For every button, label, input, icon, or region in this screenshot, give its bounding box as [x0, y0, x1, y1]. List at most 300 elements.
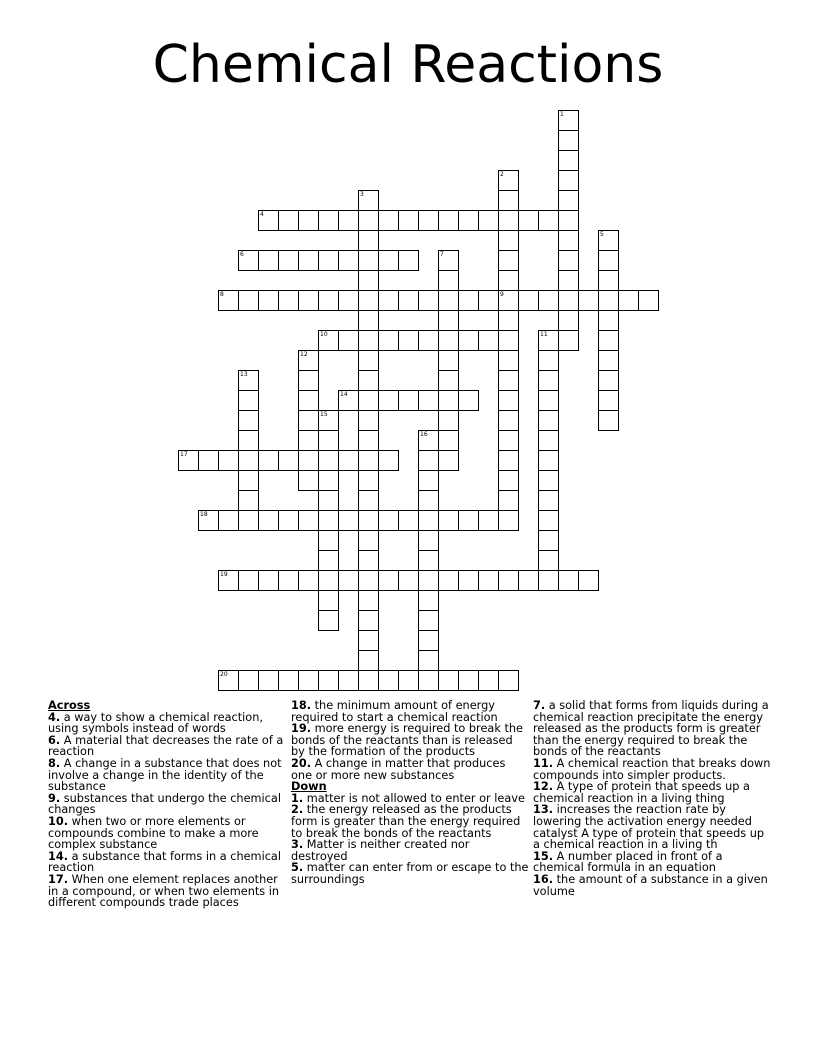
- grid-cell[interactable]: [618, 290, 639, 311]
- grid-cell[interactable]: [438, 410, 459, 431]
- clue-item: [48, 851, 286, 874]
- grid-cell[interactable]: [318, 410, 339, 431]
- clue-number-label: 17.: [48, 872, 69, 886]
- grid-cell[interactable]: [558, 210, 579, 231]
- grid-cell[interactable]: [278, 450, 299, 471]
- grid-cell[interactable]: [558, 150, 579, 171]
- grid-cell[interactable]: [378, 330, 399, 351]
- clue-item: [533, 781, 771, 804]
- grid-cell[interactable]: [318, 570, 339, 591]
- grid-cell[interactable]: [318, 450, 339, 471]
- grid-cell[interactable]: [498, 390, 519, 411]
- grid-cell[interactable]: [358, 390, 379, 411]
- clue-item: [533, 804, 771, 850]
- clue-number-label: 13.: [533, 803, 554, 817]
- clue-text: A chemical reaction that breaks down compounds into simpler products.: [533, 756, 771, 782]
- grid-cell[interactable]: [398, 510, 419, 531]
- grid-cell[interactable]: [318, 530, 339, 551]
- grid-cell[interactable]: [378, 290, 399, 311]
- grid-cell[interactable]: [238, 430, 259, 451]
- grid-cell[interactable]: [438, 450, 459, 471]
- grid-cell[interactable]: [458, 570, 479, 591]
- grid-cell[interactable]: [378, 390, 399, 411]
- grid-cell[interactable]: [558, 570, 579, 591]
- grid-cell[interactable]: [438, 250, 459, 271]
- grid-cell[interactable]: [278, 570, 299, 591]
- grid-cell[interactable]: [478, 670, 499, 691]
- grid-cell[interactable]: [558, 190, 579, 211]
- grid-cell[interactable]: [418, 670, 439, 691]
- grid-cell[interactable]: [358, 650, 379, 671]
- clue-text: a solid that forms from liquids during a chemical reaction precipitate the energy released as the products form is greater than the energy required to break the bonds of the reactants: [533, 699, 769, 759]
- grid-cell[interactable]: [238, 370, 259, 391]
- grid-cell[interactable]: [538, 510, 559, 531]
- clue-text: a way to show a chemical reaction, using symbols instead of words: [48, 710, 263, 736]
- grid-cell[interactable]: [438, 570, 459, 591]
- clue-item: [291, 862, 529, 885]
- grid-cell[interactable]: [238, 410, 259, 431]
- clue-number: 4: [260, 211, 264, 218]
- grid-cell[interactable]: [498, 330, 519, 351]
- grid-cell[interactable]: [598, 370, 619, 391]
- grid-cell[interactable]: [558, 270, 579, 291]
- grid-cell[interactable]: [498, 270, 519, 291]
- grid-cell[interactable]: [438, 350, 459, 371]
- down-heading: Down: [291, 780, 327, 794]
- grid-cell[interactable]: [238, 470, 259, 491]
- grid-cell[interactable]: [358, 270, 379, 291]
- grid-cell[interactable]: [378, 670, 399, 691]
- clue-number: 18: [200, 511, 208, 518]
- grid-cell[interactable]: [318, 430, 339, 451]
- grid-cell[interactable]: [598, 250, 619, 271]
- grid-cell[interactable]: [298, 430, 319, 451]
- clue-number: 2: [500, 171, 504, 178]
- clue-number-label: 12.: [533, 780, 554, 794]
- grid-cell[interactable]: [558, 250, 579, 271]
- grid-cell[interactable]: [338, 570, 359, 591]
- grid-cell[interactable]: [418, 490, 439, 511]
- grid-cell[interactable]: [358, 370, 379, 391]
- grid-cell[interactable]: [298, 410, 319, 431]
- grid-cell[interactable]: [478, 570, 499, 591]
- clue-item: [291, 758, 529, 781]
- grid-cell[interactable]: [418, 570, 439, 591]
- clue-text: A change in matter that produces one or more new substances: [291, 756, 506, 782]
- grid-cell[interactable]: [598, 230, 619, 251]
- clue-column-1: [48, 700, 286, 909]
- grid-cell[interactable]: [598, 330, 619, 351]
- grid-cell[interactable]: [358, 350, 379, 371]
- grid-cell[interactable]: [598, 310, 619, 331]
- grid-cell[interactable]: [458, 210, 479, 231]
- grid-cell[interactable]: [298, 510, 319, 531]
- grid-cell[interactable]: [258, 670, 279, 691]
- grid-cell[interactable]: [538, 330, 559, 351]
- grid-cell[interactable]: [518, 570, 539, 591]
- grid-cell[interactable]: [478, 210, 499, 231]
- grid-cell[interactable]: [318, 510, 339, 531]
- grid-cell[interactable]: [498, 170, 519, 191]
- grid-cell[interactable]: [498, 310, 519, 331]
- grid-cell[interactable]: [258, 570, 279, 591]
- grid-cell[interactable]: [258, 510, 279, 531]
- grid-cell[interactable]: [458, 670, 479, 691]
- clue-number-label: 4.: [48, 710, 61, 724]
- grid-cell[interactable]: [218, 570, 239, 591]
- grid-cell[interactable]: [298, 370, 319, 391]
- grid-cell[interactable]: [298, 570, 319, 591]
- grid-cell[interactable]: [418, 330, 439, 351]
- grid-cell[interactable]: [418, 630, 439, 651]
- grid-cell[interactable]: [498, 350, 519, 371]
- grid-cell[interactable]: [238, 570, 259, 591]
- grid-cell[interactable]: [418, 210, 439, 231]
- grid-cell[interactable]: [538, 450, 559, 471]
- clue-item: [533, 851, 771, 874]
- grid-cell[interactable]: [398, 390, 419, 411]
- grid-cell[interactable]: [438, 670, 459, 691]
- grid-cell[interactable]: [238, 390, 259, 411]
- grid-cell[interactable]: [638, 290, 659, 311]
- grid-cell[interactable]: [418, 470, 439, 491]
- clue-item: [291, 804, 529, 839]
- grid-cell[interactable]: [378, 250, 399, 271]
- grid-cell[interactable]: [338, 390, 359, 411]
- clue-number: 9: [500, 291, 504, 298]
- grid-cell[interactable]: [178, 450, 199, 471]
- grid-cell[interactable]: [238, 290, 259, 311]
- grid-cell[interactable]: [278, 510, 299, 531]
- grid-cell[interactable]: [258, 290, 279, 311]
- grid-cell[interactable]: [498, 210, 519, 231]
- clue-item: [48, 874, 286, 909]
- grid-cell[interactable]: [458, 510, 479, 531]
- grid-cell[interactable]: [498, 470, 519, 491]
- grid-cell[interactable]: [278, 290, 299, 311]
- clue-text: matter can enter from or escape to the surroundings: [291, 861, 529, 886]
- grid-cell[interactable]: [358, 450, 379, 471]
- grid-cell[interactable]: [358, 430, 379, 451]
- grid-cell[interactable]: [238, 250, 259, 271]
- grid-cell[interactable]: [398, 670, 419, 691]
- grid-cell[interactable]: [238, 490, 259, 511]
- clue-text: When one element replaces another in a compound, or when two elements in different compounds trade places: [48, 872, 280, 910]
- grid-cell[interactable]: [358, 250, 379, 271]
- grid-cell[interactable]: [398, 330, 419, 351]
- grid-cell[interactable]: [438, 210, 459, 231]
- grid-cell[interactable]: [298, 350, 319, 371]
- grid-cell[interactable]: [238, 450, 259, 471]
- clue-number: 11: [540, 331, 548, 338]
- grid-cell[interactable]: [598, 270, 619, 291]
- grid-cell[interactable]: [338, 330, 359, 351]
- grid-cell[interactable]: [438, 290, 459, 311]
- grid-cell[interactable]: [278, 210, 299, 231]
- grid-cell[interactable]: [358, 310, 379, 331]
- clue-number-label: 2.: [291, 803, 304, 817]
- grid-cell[interactable]: [538, 470, 559, 491]
- grid-cell[interactable]: [378, 570, 399, 591]
- clue-number: 10: [320, 331, 328, 338]
- clue-number-label: 10.: [48, 814, 69, 828]
- grid-cell[interactable]: [338, 210, 359, 231]
- clue-number-label: 14.: [48, 849, 69, 863]
- grid-cell[interactable]: [358, 510, 379, 531]
- clue-item: [48, 712, 286, 735]
- clue-text: increases the reaction rate by lowering the activation energy needed catalyst A type of protein that speeds up a chemical reaction in a living th: [533, 803, 765, 852]
- clue-number: 16: [420, 431, 428, 438]
- clue-text: the amount of a substance in a given volume: [533, 872, 768, 898]
- grid-cell[interactable]: [358, 290, 379, 311]
- clue-number-label: 9.: [48, 791, 61, 805]
- clue-number: 15: [320, 411, 328, 418]
- grid-cell[interactable]: [478, 510, 499, 531]
- clue-number-label: 6.: [48, 733, 61, 747]
- grid-cell[interactable]: [298, 670, 319, 691]
- grid-cell[interactable]: [338, 250, 359, 271]
- grid-cell[interactable]: [378, 450, 399, 471]
- grid-cell[interactable]: [478, 290, 499, 311]
- grid-cell[interactable]: [238, 510, 259, 531]
- grid-cell[interactable]: [498, 290, 519, 311]
- grid-cell[interactable]: [578, 570, 599, 591]
- grid-cell[interactable]: [498, 670, 519, 691]
- grid-cell[interactable]: [338, 670, 359, 691]
- grid-cell[interactable]: [438, 270, 459, 291]
- grid-cell[interactable]: [418, 290, 439, 311]
- clue-number-label: 20.: [291, 756, 312, 770]
- grid-cell[interactable]: [358, 470, 379, 491]
- across-heading: Across: [48, 699, 91, 712]
- clue-number-label: 16.: [533, 872, 554, 886]
- grid-cell[interactable]: [458, 390, 479, 411]
- grid-cell[interactable]: [418, 650, 439, 671]
- grid-cell[interactable]: [398, 290, 419, 311]
- grid-cell[interactable]: [498, 370, 519, 391]
- grid-cell[interactable]: [418, 610, 439, 631]
- grid-cell[interactable]: [358, 410, 379, 431]
- clue-text: a substance that forms in a chemical reaction: [48, 849, 281, 875]
- grid-cell[interactable]: [298, 290, 319, 311]
- grid-cell[interactable]: [418, 450, 439, 471]
- grid-cell[interactable]: [318, 610, 339, 631]
- clue-text: A change in a substance that does not involve a change in the identity of the substance: [48, 756, 282, 794]
- grid-cell[interactable]: [538, 370, 559, 391]
- grid-cell[interactable]: [318, 670, 339, 691]
- clue-item: [48, 816, 286, 851]
- grid-cell[interactable]: [538, 490, 559, 511]
- grid-cell[interactable]: [538, 530, 559, 551]
- clue-item: [533, 758, 771, 781]
- grid-cell[interactable]: [418, 510, 439, 531]
- grid-cell[interactable]: [438, 430, 459, 451]
- grid-cell[interactable]: [218, 450, 239, 471]
- grid-cell[interactable]: [318, 250, 339, 271]
- grid-cell[interactable]: [418, 590, 439, 611]
- grid-cell[interactable]: [558, 290, 579, 311]
- grid-cell[interactable]: [558, 110, 579, 131]
- grid-cell[interactable]: [538, 350, 559, 371]
- grid-cell[interactable]: [318, 290, 339, 311]
- grid-cell[interactable]: [198, 510, 219, 531]
- clue-number-label: 18.: [291, 699, 312, 712]
- clue-item: [48, 793, 286, 816]
- clue-number: 13: [240, 371, 248, 378]
- grid-cell[interactable]: [498, 450, 519, 471]
- grid-cell[interactable]: [598, 390, 619, 411]
- grid-cell[interactable]: [318, 470, 339, 491]
- grid-cell[interactable]: [358, 630, 379, 651]
- grid-cell[interactable]: [538, 550, 559, 571]
- grid-cell[interactable]: [578, 290, 599, 311]
- grid-cell[interactable]: [538, 570, 559, 591]
- clue-number-label: 19.: [291, 722, 312, 736]
- grid-cell[interactable]: [378, 210, 399, 231]
- grid-cell[interactable]: [498, 410, 519, 431]
- grid-cell[interactable]: [298, 390, 319, 411]
- grid-cell[interactable]: [258, 210, 279, 231]
- grid-cell[interactable]: [358, 590, 379, 611]
- grid-cell[interactable]: [598, 290, 619, 311]
- grid-cell[interactable]: [338, 290, 359, 311]
- clue-text: A number placed in front of a chemical formula in an equation: [533, 849, 723, 875]
- grid-cell[interactable]: [358, 610, 379, 631]
- grid-cell[interactable]: [398, 210, 419, 231]
- grid-cell[interactable]: [258, 250, 279, 271]
- grid-cell[interactable]: [298, 210, 319, 231]
- grid-cell[interactable]: [598, 410, 619, 431]
- grid-cell[interactable]: [558, 330, 579, 351]
- grid-cell[interactable]: [438, 370, 459, 391]
- clue-number: 20: [220, 671, 228, 678]
- clue-number: 17: [180, 451, 188, 458]
- grid-cell[interactable]: [358, 550, 379, 571]
- page-title: Chemical Reactions: [152, 35, 664, 95]
- grid-cell[interactable]: [318, 330, 339, 351]
- grid-cell[interactable]: [358, 570, 379, 591]
- grid-cell[interactable]: [558, 170, 579, 191]
- grid-cell[interactable]: [458, 290, 479, 311]
- clue-number: 5: [600, 231, 604, 238]
- clue-column-3: [533, 700, 771, 897]
- grid-cell[interactable]: [458, 330, 479, 351]
- grid-cell[interactable]: [338, 510, 359, 531]
- grid-cell[interactable]: [498, 490, 519, 511]
- grid-cell[interactable]: [518, 210, 539, 231]
- grid-cell[interactable]: [358, 490, 379, 511]
- clue-number-label: 3.: [291, 838, 304, 852]
- grid-cell[interactable]: [398, 250, 419, 271]
- grid-cell[interactable]: [438, 510, 459, 531]
- grid-cell[interactable]: [358, 670, 379, 691]
- clue-text: matter is not allowed to enter or leave: [303, 791, 525, 805]
- clue-item: [291, 700, 529, 723]
- grid-cell[interactable]: [498, 510, 519, 531]
- grid-cell[interactable]: [358, 210, 379, 231]
- grid-cell[interactable]: [398, 570, 419, 591]
- grid-cell[interactable]: [418, 530, 439, 551]
- grid-cell[interactable]: [438, 310, 459, 331]
- grid-cell[interactable]: [498, 430, 519, 451]
- grid-cell[interactable]: [338, 450, 359, 471]
- grid-cell[interactable]: [218, 670, 239, 691]
- grid-cell[interactable]: [538, 390, 559, 411]
- clue-number-label: 1.: [291, 791, 304, 805]
- grid-cell[interactable]: [358, 190, 379, 211]
- clue-text: the energy released as the products form is greater than the energy required to break the bonds of the reactants: [291, 803, 521, 840]
- clue-item: [48, 735, 286, 758]
- grid-cell[interactable]: [298, 450, 319, 471]
- grid-cell[interactable]: [318, 590, 339, 611]
- grid-cell[interactable]: [258, 450, 279, 471]
- grid-cell[interactable]: [558, 130, 579, 151]
- grid-cell[interactable]: [538, 430, 559, 451]
- grid-cell[interactable]: [438, 390, 459, 411]
- clue-number-label: 15.: [533, 849, 554, 863]
- grid-cell[interactable]: [538, 410, 559, 431]
- clue-number: 14: [340, 391, 348, 398]
- clue-item: [533, 874, 771, 897]
- grid-cell[interactable]: [198, 450, 219, 471]
- grid-cell[interactable]: [598, 350, 619, 371]
- grid-cell[interactable]: [278, 250, 299, 271]
- clue-number-label: 7.: [533, 699, 546, 712]
- grid-cell[interactable]: [498, 250, 519, 271]
- grid-cell[interactable]: [218, 290, 239, 311]
- grid-cell[interactable]: [218, 510, 239, 531]
- clue-text: A type of protein that speeds up a chemical reaction in a living thing: [533, 780, 750, 805]
- grid-cell[interactable]: [318, 210, 339, 231]
- grid-cell[interactable]: [538, 290, 559, 311]
- grid-cell[interactable]: [358, 530, 379, 551]
- clue-text: when two or more elements or compounds combine to make a more complex substance: [48, 814, 259, 852]
- clue-number: 1: [560, 111, 564, 118]
- grid-cell[interactable]: [318, 550, 339, 571]
- grid-cell[interactable]: [518, 290, 539, 311]
- grid-cell[interactable]: [418, 390, 439, 411]
- grid-cell[interactable]: [318, 490, 339, 511]
- grid-cell[interactable]: [238, 670, 259, 691]
- grid-cell[interactable]: [378, 510, 399, 531]
- clue-item: [291, 839, 529, 862]
- grid-cell[interactable]: [298, 250, 319, 271]
- grid-cell[interactable]: [498, 230, 519, 251]
- grid-cell[interactable]: [418, 430, 439, 451]
- grid-cell[interactable]: [358, 230, 379, 251]
- grid-cell[interactable]: [298, 470, 319, 491]
- clue-number: 8: [220, 291, 224, 298]
- clue-text: the minimum amount of energy required to start a chemical reaction: [291, 699, 498, 724]
- clue-text: Matter is neither created nor destroyed: [291, 838, 470, 863]
- grid-cell[interactable]: [418, 550, 439, 571]
- grid-cell[interactable]: [478, 330, 499, 351]
- grid-cell[interactable]: [278, 670, 299, 691]
- grid-cell[interactable]: [358, 330, 379, 351]
- clue-number-label: 5.: [291, 861, 304, 875]
- grid-cell[interactable]: [538, 210, 559, 231]
- grid-cell[interactable]: [498, 190, 519, 211]
- grid-cell[interactable]: [438, 330, 459, 351]
- grid-cell[interactable]: [558, 310, 579, 331]
- clue-item: [533, 700, 771, 758]
- clue-column-2: [291, 700, 529, 886]
- clue-number: 7: [440, 251, 444, 258]
- grid-cell[interactable]: [498, 570, 519, 591]
- clue-number-label: 8.: [48, 756, 61, 770]
- grid-cell[interactable]: [558, 230, 579, 251]
- clue-number: 12: [300, 351, 308, 358]
